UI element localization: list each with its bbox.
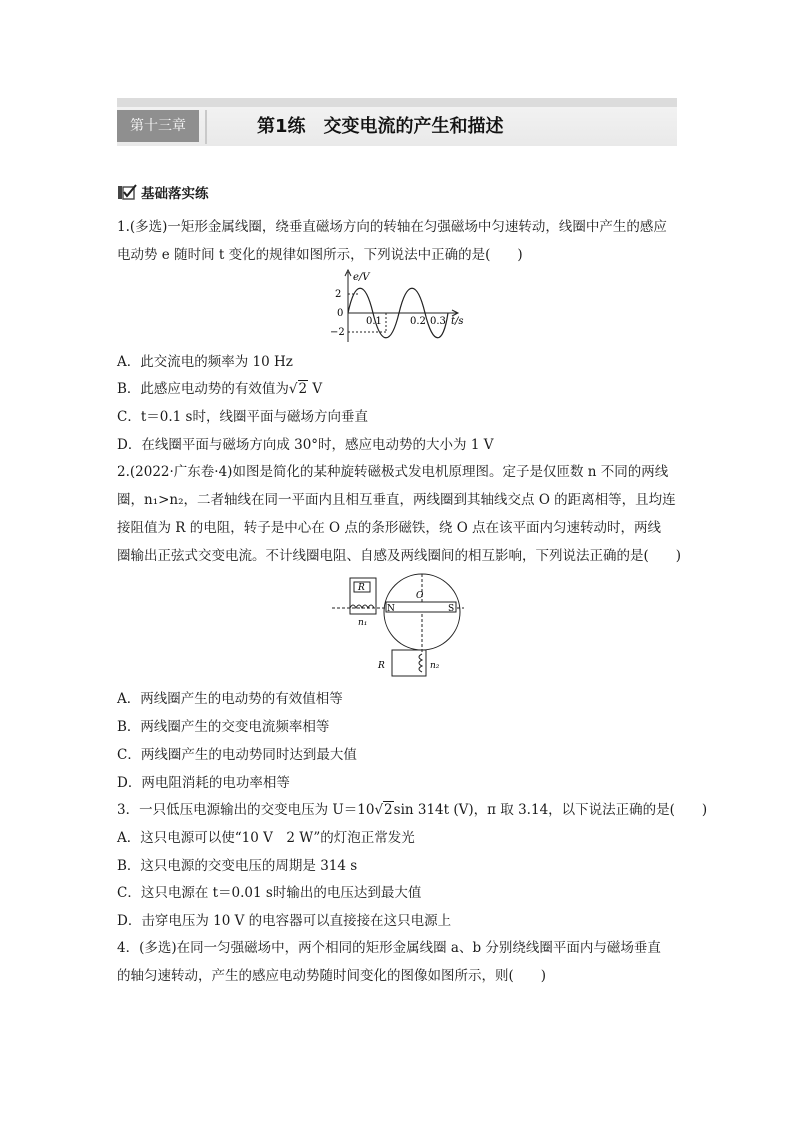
x-tick-0.2: 0.2 [410,316,426,327]
chapter-label: 第十三章 [117,110,199,142]
label-r-top: R [358,583,365,593]
page-title [257,112,504,138]
q3-stem-text: 3．一只低压电源输出的交变电压为 U＝10 [117,802,375,818]
q4-stem-line-2: 的轴匀速转动，产生的感应电动势随时间变化的图像如图所示，则( ) [117,968,547,984]
q2-stem-line-3: 接阻值为 R 的电阻，转子是中心在 O 点的条形磁铁，绕 O 点在该平面内匀速转动时，两线 [117,520,662,536]
q4-stem-line-1: 4．(多选)在同一匀强磁场中，两个相同的矩形金属线圈 a、b 分别绕线圈平面内与磁场垂直 [117,940,661,956]
q3-option-a: A．这只电源可以使“10 V 2 W”的灯泡正常发光 [117,830,415,846]
q2-stem-line-4: 圈输出正弦式交变电流。不计线圈电阻、自感及两线圈间的相互影响，下列说法正确的是( ) [117,548,682,564]
x-axis-label: t/s [451,316,464,327]
y-tick-0: 0 [337,308,344,319]
y-tick-2: 2 [335,289,342,300]
q1-option-b-text: B．此感应电动势的有效值为 [117,381,289,397]
q1-stem-line-1: 1.(多选)一矩形金属线圈，绕垂直磁场方向的转轴在匀强磁场中匀速转动，线圈中产生的感应 [117,219,667,235]
resistor-loop-bottom [392,650,426,676]
section-heading [117,182,209,202]
sqrt-radicand: 2 [384,802,393,818]
q2-option-a: A．两线圈产生的电动势的有效值相等 [117,691,343,707]
q3-stem-tail: sin 314t (V)，π 取 3.14，以下说法正确的是( ) [393,802,708,818]
section-title: 基础落实练 [141,186,209,202]
q1-stem-line-2: 电动势 e 随时间 t 变化的规律如图所示，下列说法中正确的是( ) [117,247,523,263]
y-tick-neg2: −2 [330,327,345,338]
bar-magnet [386,602,456,612]
y-axis-label: e/V [353,272,370,283]
q2-option-d: D．两电阻消耗的电功率相等 [117,775,290,791]
sqrt-radicand: 2 [298,381,308,397]
q1-option-b-unit: V [312,381,323,397]
x-tick-0.1: 0.1 [366,316,382,327]
q3-stem [117,800,707,820]
lesson-number: 第1练 [257,116,306,137]
header-top-strip [117,98,677,107]
label-n2: n₂ [430,661,440,671]
q3-option-b: B．这只电源的交变电压的周期是 314 s [117,858,358,874]
page-header [117,98,677,146]
q2-option-c: C．两线圈产生的电动势同时达到最大值 [117,747,357,763]
q3-option-c: C．这只电源在 t＝0.01 s时输出的电压达到最大值 [117,885,422,901]
q1-option-c: C．t＝0.1 s时，线圈平面与磁场方向垂直 [117,409,368,425]
sqrt-symbol: √2 [374,802,393,818]
x-tick-0.3: 0.3 [430,316,446,327]
sqrt-symbol: √2 [288,381,308,397]
q1-option-d: D．在线圈平面与磁场方向成 30°时，感应电动势的大小为 1 V [117,437,494,453]
lesson-title: 交变电流的产生和描述 [323,116,504,137]
q2-stem-line-2: 圈，n₁>n₂，二者轴线在同一平面内且相互垂直，两线圈到其轴线交点 O 的距离相等，且均连 [117,492,676,508]
q3-option-d: D．击穿电压为 10 V 的电容器可以直接接在这只电源上 [117,913,452,929]
coil-n2 [419,654,422,672]
checkmark-icon [117,184,137,200]
label-r-bottom: R [378,661,385,671]
label-n-pole: N [387,604,395,614]
q1-option-b [117,379,322,399]
label-n1: n₁ [358,618,368,628]
q1-option-a: A．此交流电的频率为 10 Hz [117,354,293,370]
q2-generator-diagram [330,570,470,682]
label-o: O [416,591,424,601]
label-s-pole: S [448,604,455,614]
header-divider [205,110,207,144]
q1-sine-graph [330,268,480,344]
q2-stem-line-1: 2.(2022·广东卷·4)如图是简化的某种旋转磁极式发电机原理图。定子是仅匝数 n 不同的两线 [117,464,669,480]
q2-option-b: B．两线圈产生的交变电流频率相等 [117,719,330,735]
